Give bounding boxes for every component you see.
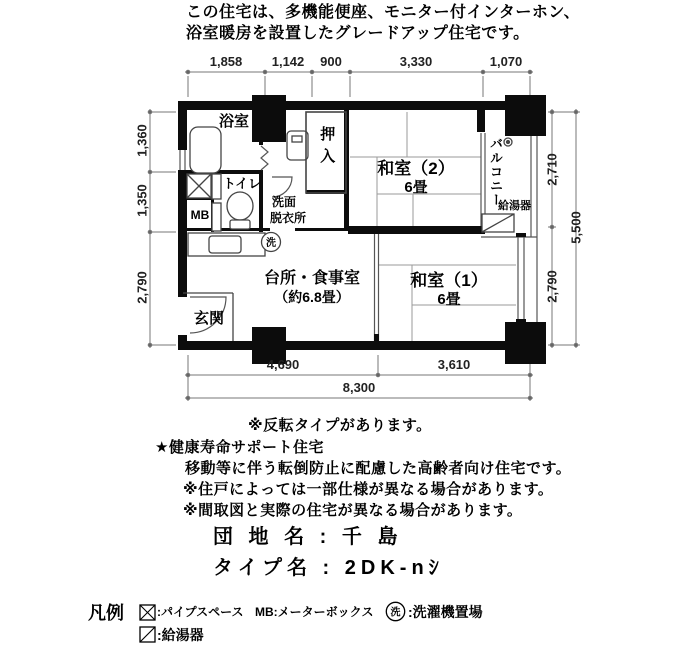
room-label-washitsu1: 和室（1） xyxy=(410,271,488,290)
note-reverse: ※反転タイプがあります。 xyxy=(248,417,432,434)
note-support-desc: 移動等に伴う転倒防止に配慮した高齢者向け住宅です。 xyxy=(185,460,572,477)
room-label-washitsu2: 和室（2） xyxy=(377,159,455,178)
washer-place-icon xyxy=(385,601,406,622)
note-support-title: ★健康寿命サポート住宅 xyxy=(155,439,324,456)
dim-left-2: 1,350 xyxy=(134,184,150,217)
dim-top-3: 900 xyxy=(320,54,342,69)
dim-left-1: 1,360 xyxy=(134,124,150,157)
room-size-washitsu2: 6畳 xyxy=(404,179,428,196)
washer-place-icon-char: 洗 xyxy=(390,607,401,619)
label-water-heater: 給湯器 xyxy=(498,200,531,212)
estate-type-line: タイプ名 : 2DK-nｼ xyxy=(213,557,444,579)
legend-washer: :洗濯機置場 xyxy=(408,604,483,620)
note-spec: ※住戸によっては一部仕様が異なる場合があります。 xyxy=(183,481,554,498)
room-label-toilet: トイレ xyxy=(222,176,262,191)
dim-bottom-1: 4,690 xyxy=(266,357,300,372)
dim-bottom-total: 8,300 xyxy=(342,380,376,395)
water-heater-icon xyxy=(139,626,156,643)
washer-symbol-text: 洗 xyxy=(266,238,276,249)
dim-top-2: 1,142 xyxy=(271,54,305,69)
room-label-mb: MB xyxy=(190,208,210,222)
legend-title: 凡例 xyxy=(88,603,124,623)
legend-pipe-space: :パイプスペース xyxy=(157,605,244,619)
room-label-entrance: 玄関 xyxy=(193,310,225,327)
dim-top-1: 1,858 xyxy=(209,54,243,69)
header-line2: 浴室暖房を設置したグレードアップ住宅です。 xyxy=(186,25,530,42)
toilet-bowl xyxy=(227,192,253,220)
dim-bottom-2: 3,610 xyxy=(437,357,471,372)
dim-left-3: 2,790 xyxy=(134,271,150,304)
legend-heater: :給湯器 xyxy=(157,627,204,643)
room-label-bath: 浴室 xyxy=(218,113,250,130)
room-label-kitchen: 台所・食事室 xyxy=(263,270,361,287)
washroom-door-arc xyxy=(272,177,292,197)
bath-folding-door xyxy=(261,146,268,170)
kitchen-sink xyxy=(209,236,241,253)
pipe-space-icon xyxy=(139,604,156,621)
dim-top-5: 1,070 xyxy=(489,54,523,69)
note-layout: ※間取図と実際の住宅が異なる場合があります。 xyxy=(183,502,523,519)
estate-name-line: 団 地 名 : 千 島 xyxy=(213,526,403,548)
header-line1: この住宅は、多機能便座、モニター付インターホン、 xyxy=(186,4,581,21)
room-label-balcony: バルコニー xyxy=(487,137,503,207)
bathtub xyxy=(190,127,221,173)
room-label-washroom-2: 脱衣所 xyxy=(269,211,307,225)
dim-right-2: 2,790 xyxy=(544,270,560,303)
room-label-closet: 押入 xyxy=(318,126,336,170)
room-size-washitsu1: 6畳 xyxy=(437,291,461,308)
dim-top-4: 3,330 xyxy=(399,54,433,69)
room-label-washroom-1: 洗面 xyxy=(271,195,297,209)
dim-right-1: 2,710 xyxy=(544,153,560,186)
room-size-kitchen: （約6.8畳） xyxy=(274,289,350,305)
dim-right-total: 5,500 xyxy=(568,211,584,244)
legend-meter-box: MB:メーターボックス xyxy=(255,605,374,619)
